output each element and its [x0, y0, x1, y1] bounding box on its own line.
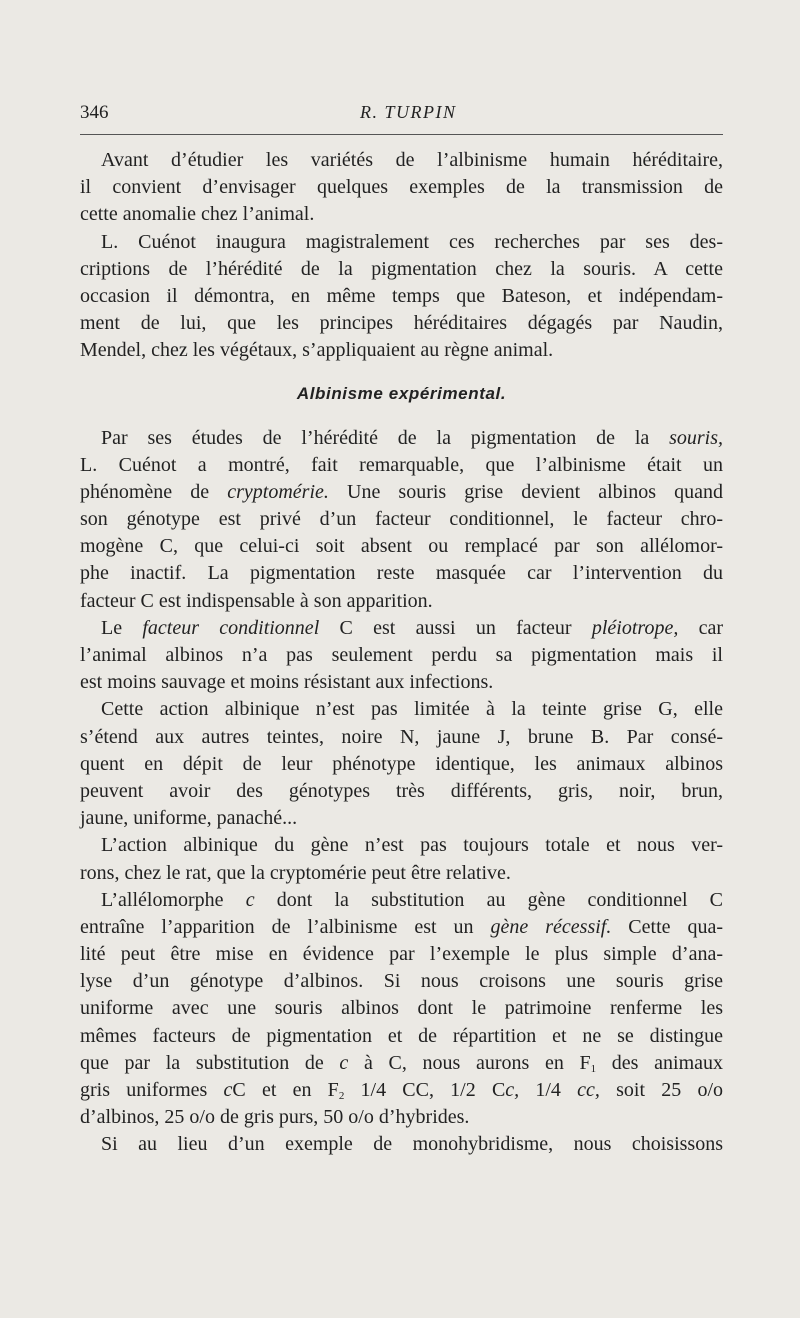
- text-line: Si au lieu d’un exemple de monohybridisme, nous choisissons: [101, 1133, 723, 1156]
- text-line: Cette action albinique n’est pas limitée à la teinte grise G, elle: [101, 698, 723, 721]
- text-span: des animaux: [596, 1051, 724, 1074]
- emphasis: pléiotrope,: [591, 616, 679, 639]
- text-line: d’albinos, 25 o/o de gris purs, 50 o/o d’hybrides.: [80, 1106, 470, 1129]
- text-span: entraîne l’apparition de l’albinisme est un: [80, 915, 491, 938]
- text-span: 1/4: [519, 1079, 578, 1101]
- text-line: Avant d’étudier les variétés de l’albinisme humain héréditaire,: [101, 149, 723, 171]
- text-line: s’étend aux autres teintes, noire N, jaune J, brune B. Par consé-: [80, 725, 723, 748]
- text-line: jaune, uniforme, panaché...: [80, 807, 298, 830]
- text-line: cette anomalie chez l’animal.: [80, 203, 315, 226]
- text-line: peuvent avoir des génotypes très différents, gris, noir, brun,: [80, 779, 723, 802]
- body-text: [80, 147, 723, 1159]
- text-line: [80, 479, 723, 506]
- text-line: mogène C, que celui-ci soit absent ou remplacé par son allélomor-: [80, 535, 723, 558]
- text-line: [80, 887, 723, 914]
- text-line: rons, chez le rat, que la cryptomérie peut être relative.: [80, 861, 511, 884]
- text-line: son génotype est privé d’un facteur conditionnel, le facteur chro-: [80, 508, 723, 531]
- section-heading: Albinisme expérimental.: [296, 383, 507, 403]
- text-line: Mendel, chez les végétaux, s’appliquaient au règne animal.: [80, 339, 554, 362]
- emphasis: c,: [505, 1079, 520, 1101]
- subscript: 1: [590, 1062, 597, 1075]
- text-span: à C, nous aurons en F: [348, 1051, 591, 1074]
- subscript: 2: [338, 1090, 345, 1102]
- text-line: ment de lui, que les principes héréditaires dégagés par Naudin,: [80, 312, 723, 335]
- text-line: [80, 1077, 723, 1104]
- emphasis: facteur conditionnel: [142, 616, 320, 639]
- page-header: [80, 98, 723, 130]
- text-span: car: [678, 616, 723, 639]
- text-line: criptions de l’hérédité de la pigmentation chez la souris. A cette: [80, 257, 723, 280]
- text-span: que par la substitution de: [80, 1051, 340, 1074]
- text-line: lyse d’un génotype d’albinos. Si nous croisons une souris grise: [80, 970, 723, 993]
- text-span: Par ses études de l’hérédité de la pigmentation de la: [101, 426, 670, 449]
- header-rule: [80, 134, 723, 135]
- text-line: L’action albinique du gène n’est pas toujours totale et nous ver-: [101, 834, 723, 857]
- text-span: Une souris grise devient albinos quand: [328, 480, 723, 503]
- running-head: R. TURPIN: [360, 102, 457, 122]
- text-line: phe inactif. La pigmentation reste masquée car l’intervention du: [80, 562, 723, 585]
- text-line: L. Cuénot inaugura magistralement ces recherches par ses des-: [101, 230, 723, 253]
- text-span: L’allélomorphe: [101, 888, 246, 911]
- text-line: mêmes facteurs de pigmentation et de répartition et ne se distingue: [80, 1024, 723, 1047]
- text-line: l’animal albinos n’a pas seulement perdu sa pigmentation mais il: [80, 644, 723, 666]
- text-line: il convient d’envisager quelques exemples de la transmission de: [80, 176, 723, 199]
- emphasis: c: [339, 1051, 349, 1074]
- text-span: 1/4 CC, 1/2 C: [344, 1079, 506, 1101]
- text-span: Cette qua-: [611, 915, 724, 938]
- text-span: C est aussi un facteur: [319, 616, 592, 639]
- text-line: est moins sauvage et moins résistant aux infections.: [80, 671, 494, 694]
- text-span: soit 25 o/o: [599, 1079, 724, 1101]
- emphasis: c: [223, 1079, 233, 1101]
- text-span: gris uniformes: [80, 1079, 224, 1101]
- text-line: uniforme avec une souris albinos dont le patrimoine renferme les: [80, 997, 723, 1020]
- emphasis: c: [245, 888, 255, 911]
- text-line: lité peut être mise en évidence par l’exemple le plus simple d’ana-: [80, 943, 723, 966]
- emphasis: cc,: [577, 1079, 600, 1101]
- emphasis: gène récessif.: [490, 915, 612, 938]
- text-line: [80, 615, 723, 642]
- text-span: Le: [101, 616, 143, 639]
- text-span: C et en F: [232, 1079, 339, 1101]
- text-line: facteur C est indispensable à son apparition.: [80, 589, 433, 612]
- text-line: quent en dépit de leur phénotype identique, les animaux albinos: [80, 752, 723, 775]
- text-span: dont la substitution au gène conditionnel C: [254, 888, 723, 911]
- text-line: [80, 1050, 723, 1077]
- emphasis: souris,: [669, 426, 723, 449]
- text-line: occasion il démontra, en même temps que Bateson, et indépendam-: [80, 284, 723, 307]
- text-line: L. Cuénot a montré, fait remarquable, que l’albinisme était un: [80, 453, 723, 476]
- text-line: [80, 425, 723, 452]
- text-line: [80, 914, 723, 941]
- emphasis: cryptomérie.: [227, 480, 329, 503]
- text-span: phénomène de: [80, 480, 228, 503]
- page-number: 346: [80, 102, 109, 123]
